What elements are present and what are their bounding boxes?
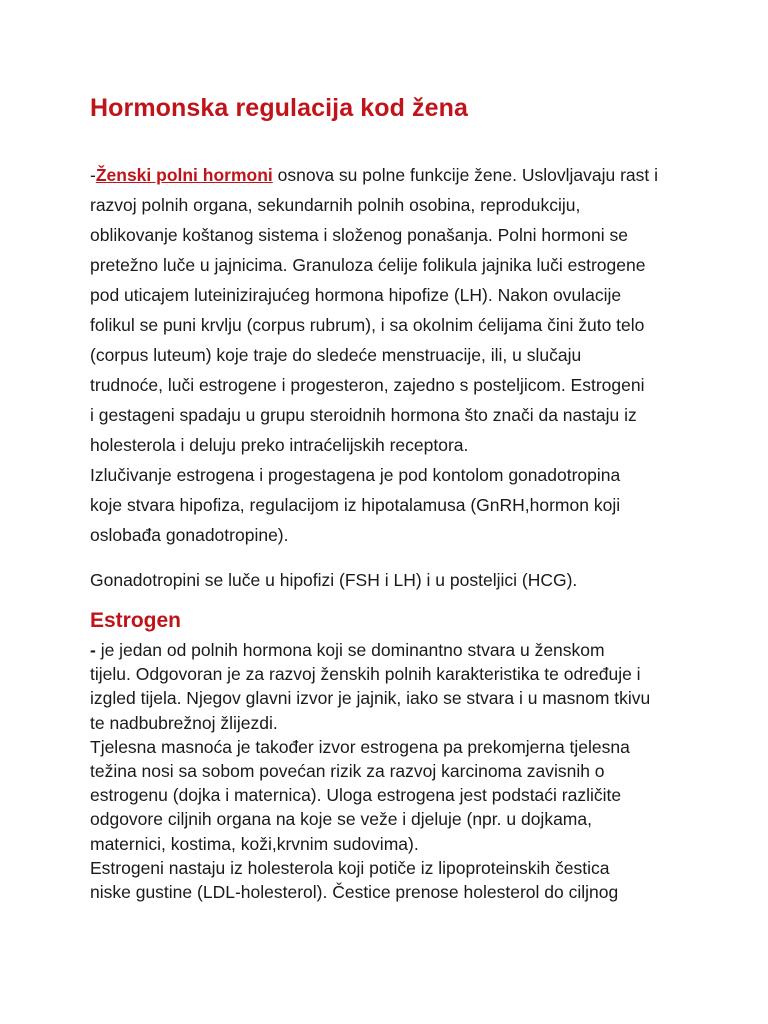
intro-line [90,160,730,190]
intro-line: oslobađa gonadotropine). [90,525,289,545]
intro-paragraph [90,160,730,550]
intro-line: trudnoće, luči estrogene i progesteron, zajedno s posteljicom. Estrogeni [90,375,645,395]
intro-line: koje stvara hipofiza, regulacijom iz hipotalamusa (GnRH,hormon koji [90,495,621,515]
intro-line: razvoj polnih organa, sekundarnih polnih osobina, reprodukciju, [90,195,581,215]
intro-first-line-rest: osnova su polne funkcije žene. Uslovljavaju rast i [272,165,658,185]
intro-line: (corpus luteum) koje traje do sledeće menstruacije, ili, u slučaju [90,345,582,365]
estrogen-line: izgled tijela. Njegov glavni izvor je jajnik, iako se stvara i u masnom tkivu [90,688,651,709]
estrogen-first-line-rest: je jedan od polnih hormona koji se dominantno stvara u ženskom [95,640,605,660]
intro-line: pretežno luče u jajnicima. Granuloza ćelije folikula jajnika luči estrogene [90,255,646,275]
intro-prefix: - [90,165,96,185]
estrogen-line: odgovore ciljnih organa na koje se veže i djeluje (npr. u dojkama, [90,809,592,830]
estrogen-line [90,638,730,662]
intro-line: oblikovanje koštanog sistema i složenog ponašanja. Polni hormoni se [90,225,628,245]
estrogen-paragraph [90,638,730,904]
highlight-term: Ženski polni hormoni [95,165,273,185]
gonadotropini-paragraph: Gonadotropini se luče u hipofizi (FSH i LH) i u posteljici (HCG). [90,570,578,590]
intro-line: pod uticajem luteinizirajućeg hormona hipofize (LH). Nakon ovulacije [90,285,622,305]
estrogen-line: Estrogeni nastaju iz holesterola koji potiče iz lipoproteinskih čestica [90,857,610,878]
estrogen-line: te nadbubrežnoj žlijezdi. [90,712,278,733]
intro-line: Izlučivanje estrogena i progestagena je pod kontolom gonadotropina [90,465,621,485]
section-heading-estrogen: Estrogen [90,609,182,632]
page-title: Hormonska regulacija kod žena [90,94,469,122]
estrogen-line: niske gustine (LDL-holesterol). Čestice prenose holesterol do ciljnog [90,882,619,903]
estrogen-line: estrogenu (dojka i maternica). Uloga estrogena jest podstaći različite [90,785,622,806]
estrogen-line: Tjelesna masnoća je također izvor estrogena pa prekomjerna tjelesna [90,736,630,757]
intro-line: i gestageni spadaju u grupu steroidnih hormona što znači da nastaju iz [90,405,637,425]
estrogen-dash: - [90,640,96,660]
estrogen-line: tijelu. Odgovoran je za razvoj ženskih polnih karakteristika te određuje i [90,664,641,685]
estrogen-line: maternici, kostima, koži,krvnim sudovima). [90,833,419,854]
intro-line: holesterola i deluju preko intraćelijskih receptora. [90,435,469,455]
estrogen-line: težina nosi sa sobom povećan rizik za razvoj karcinoma zavisnih o [90,761,605,782]
intro-line: folikul se puni krvlju (corpus rubrum), i sa okolnim ćelijama čini žuto telo [90,315,645,335]
